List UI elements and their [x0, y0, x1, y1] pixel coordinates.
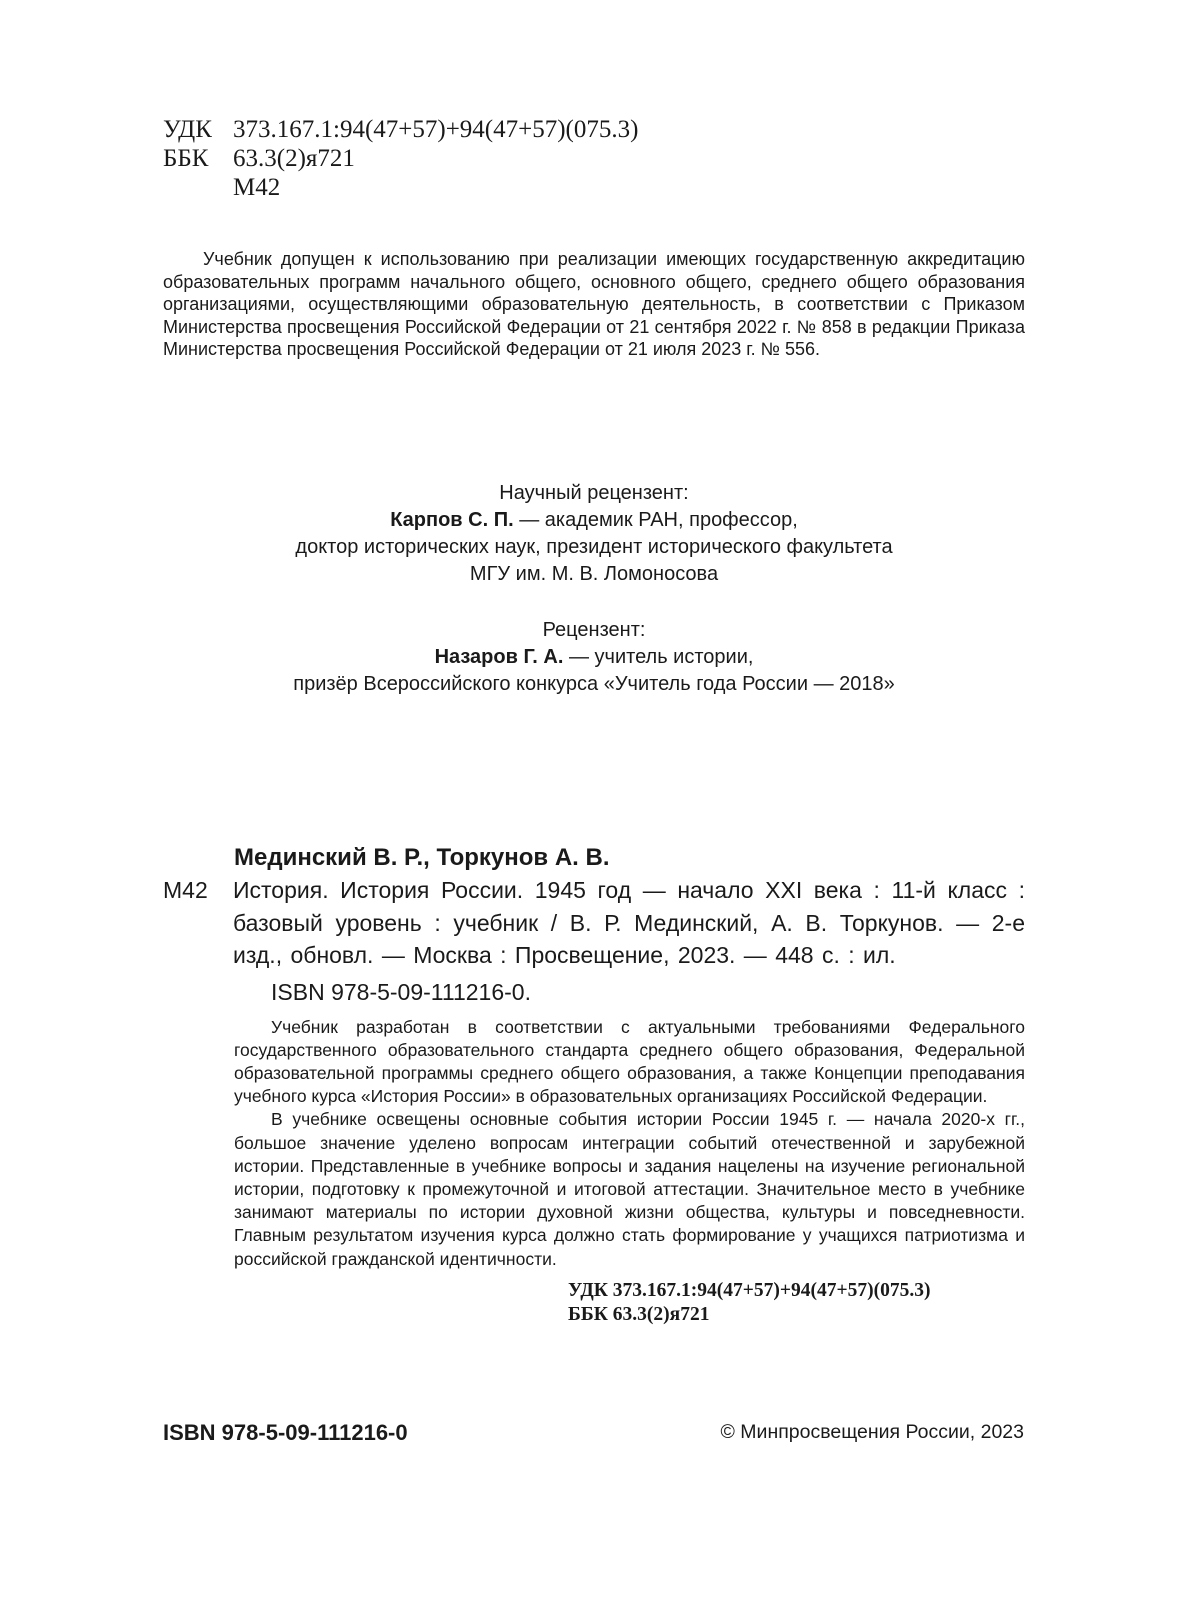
footer-isbn: ISBN 978-5-09-111216-0	[163, 1420, 408, 1445]
footer-copyright: © Минпросвещения России, 2023	[720, 1421, 1024, 1443]
udk-label: УДК	[163, 116, 212, 143]
catalog-bib-row	[163, 874, 1025, 972]
approval-text: Учебник допущен к использованию при реализации имеющих государственную аккредитацию образовательных программ начального общего, основного общего, среднего общего образования организациями, осуществляющими образовательную деятельность, в соответствии с Приказом Министерства просвещения Российской Федерации от 21 сентября 2022 г. № 858 в редакции Приказа Министерства просвещения Российской Федерации от 21 июля 2023 г. № 556.	[163, 249, 1025, 360]
catalog-card	[163, 842, 1025, 1327]
reviewer-line1	[163, 644, 1025, 671]
udk-value: 373.167.1:94(47+57)+94(47+57)(075.3)	[233, 116, 639, 143]
reviewer-heading: Рецензент:	[542, 619, 646, 641]
catalog-annotation	[234, 1016, 1025, 1271]
annotation-paragraph-1: Учебник разработан в соответствии с актуальными требованиями Федерального государственного образовательного стандарта среднего общего образования, Федеральной образовательной программы среднего общего образования, а также Концепции преподавания учебного курса «История России» в образовательных организациях Российской Федерации.	[234, 1016, 1025, 1107]
udk-row	[163, 115, 638, 144]
annotation-paragraph-2: В учебнике освещены основные события истории России 1945 г. — начала 2020-х гг., большое значение уделено вопросам интеграции событий отечественной и зарубежной истории. Представленные в учебнике вопросы и задания нацелены на изучение региональной истории, подготовку к промежуточной и итоговой аттестации. Значительное место в учебнике занимают материалы по истории духовной жизни общества, культуры и повседневности. Главным результатом изучения курса должно стать формирование у учащихся патриотизма и российской гражданской идентичности.	[234, 1109, 1025, 1269]
catalog-bibliographic: История. История России. 1945 год — начало XXI века : 11-й класс : базовый уровень : учебник / В. Р. Мединский, А. В. Торкунов. — 2-е изд., обновл. — Москва : Просвещение, 2023. — 448 с. : ил.	[233, 877, 1025, 968]
approval-notice	[163, 248, 1025, 361]
catalog-bbk: ББК 63.3(2)я721	[568, 1303, 710, 1325]
reviewer-title1: — учитель истории,	[563, 646, 754, 668]
catalog-isbn: ISBN 978-5-09-111216-0.	[271, 978, 531, 1005]
scientific-reviewer-block	[163, 480, 1025, 588]
bbk-value: 63.3(2)я721	[233, 145, 355, 172]
bbk-label: ББК	[163, 145, 209, 172]
scientific-reviewer-title1: — академик РАН, профессор,	[513, 509, 798, 531]
scientific-reviewer-line1	[163, 507, 1025, 534]
scientific-reviewer-title2: доктор исторических наук, президент исторического факультета	[295, 536, 893, 558]
catalog-authors: Мединский В. Р., Торкунов А. В.	[234, 844, 610, 871]
author-mark-row	[163, 173, 638, 202]
scientific-reviewer-title3: МГУ им. М. В. Ломоносова	[469, 563, 719, 585]
scientific-reviewer-name: Карпов С. П.	[390, 509, 514, 531]
scientific-reviewer-heading: Научный рецензент:	[499, 482, 689, 504]
catalog-codes	[568, 1279, 1025, 1327]
reviewer-block	[163, 617, 1025, 698]
classification-block	[163, 115, 638, 202]
reviewer-title2: призёр Всероссийского конкурса «Учитель года России — 2018»	[293, 673, 895, 695]
author-mark: М42	[233, 174, 281, 201]
catalog-udk: УДК 373.167.1:94(47+57)+94(47+57)(075.3)	[568, 1279, 931, 1301]
reviewer-name: Назаров Г. А.	[434, 646, 564, 668]
catalog-code: М42	[163, 877, 208, 903]
bbk-row	[163, 144, 638, 173]
